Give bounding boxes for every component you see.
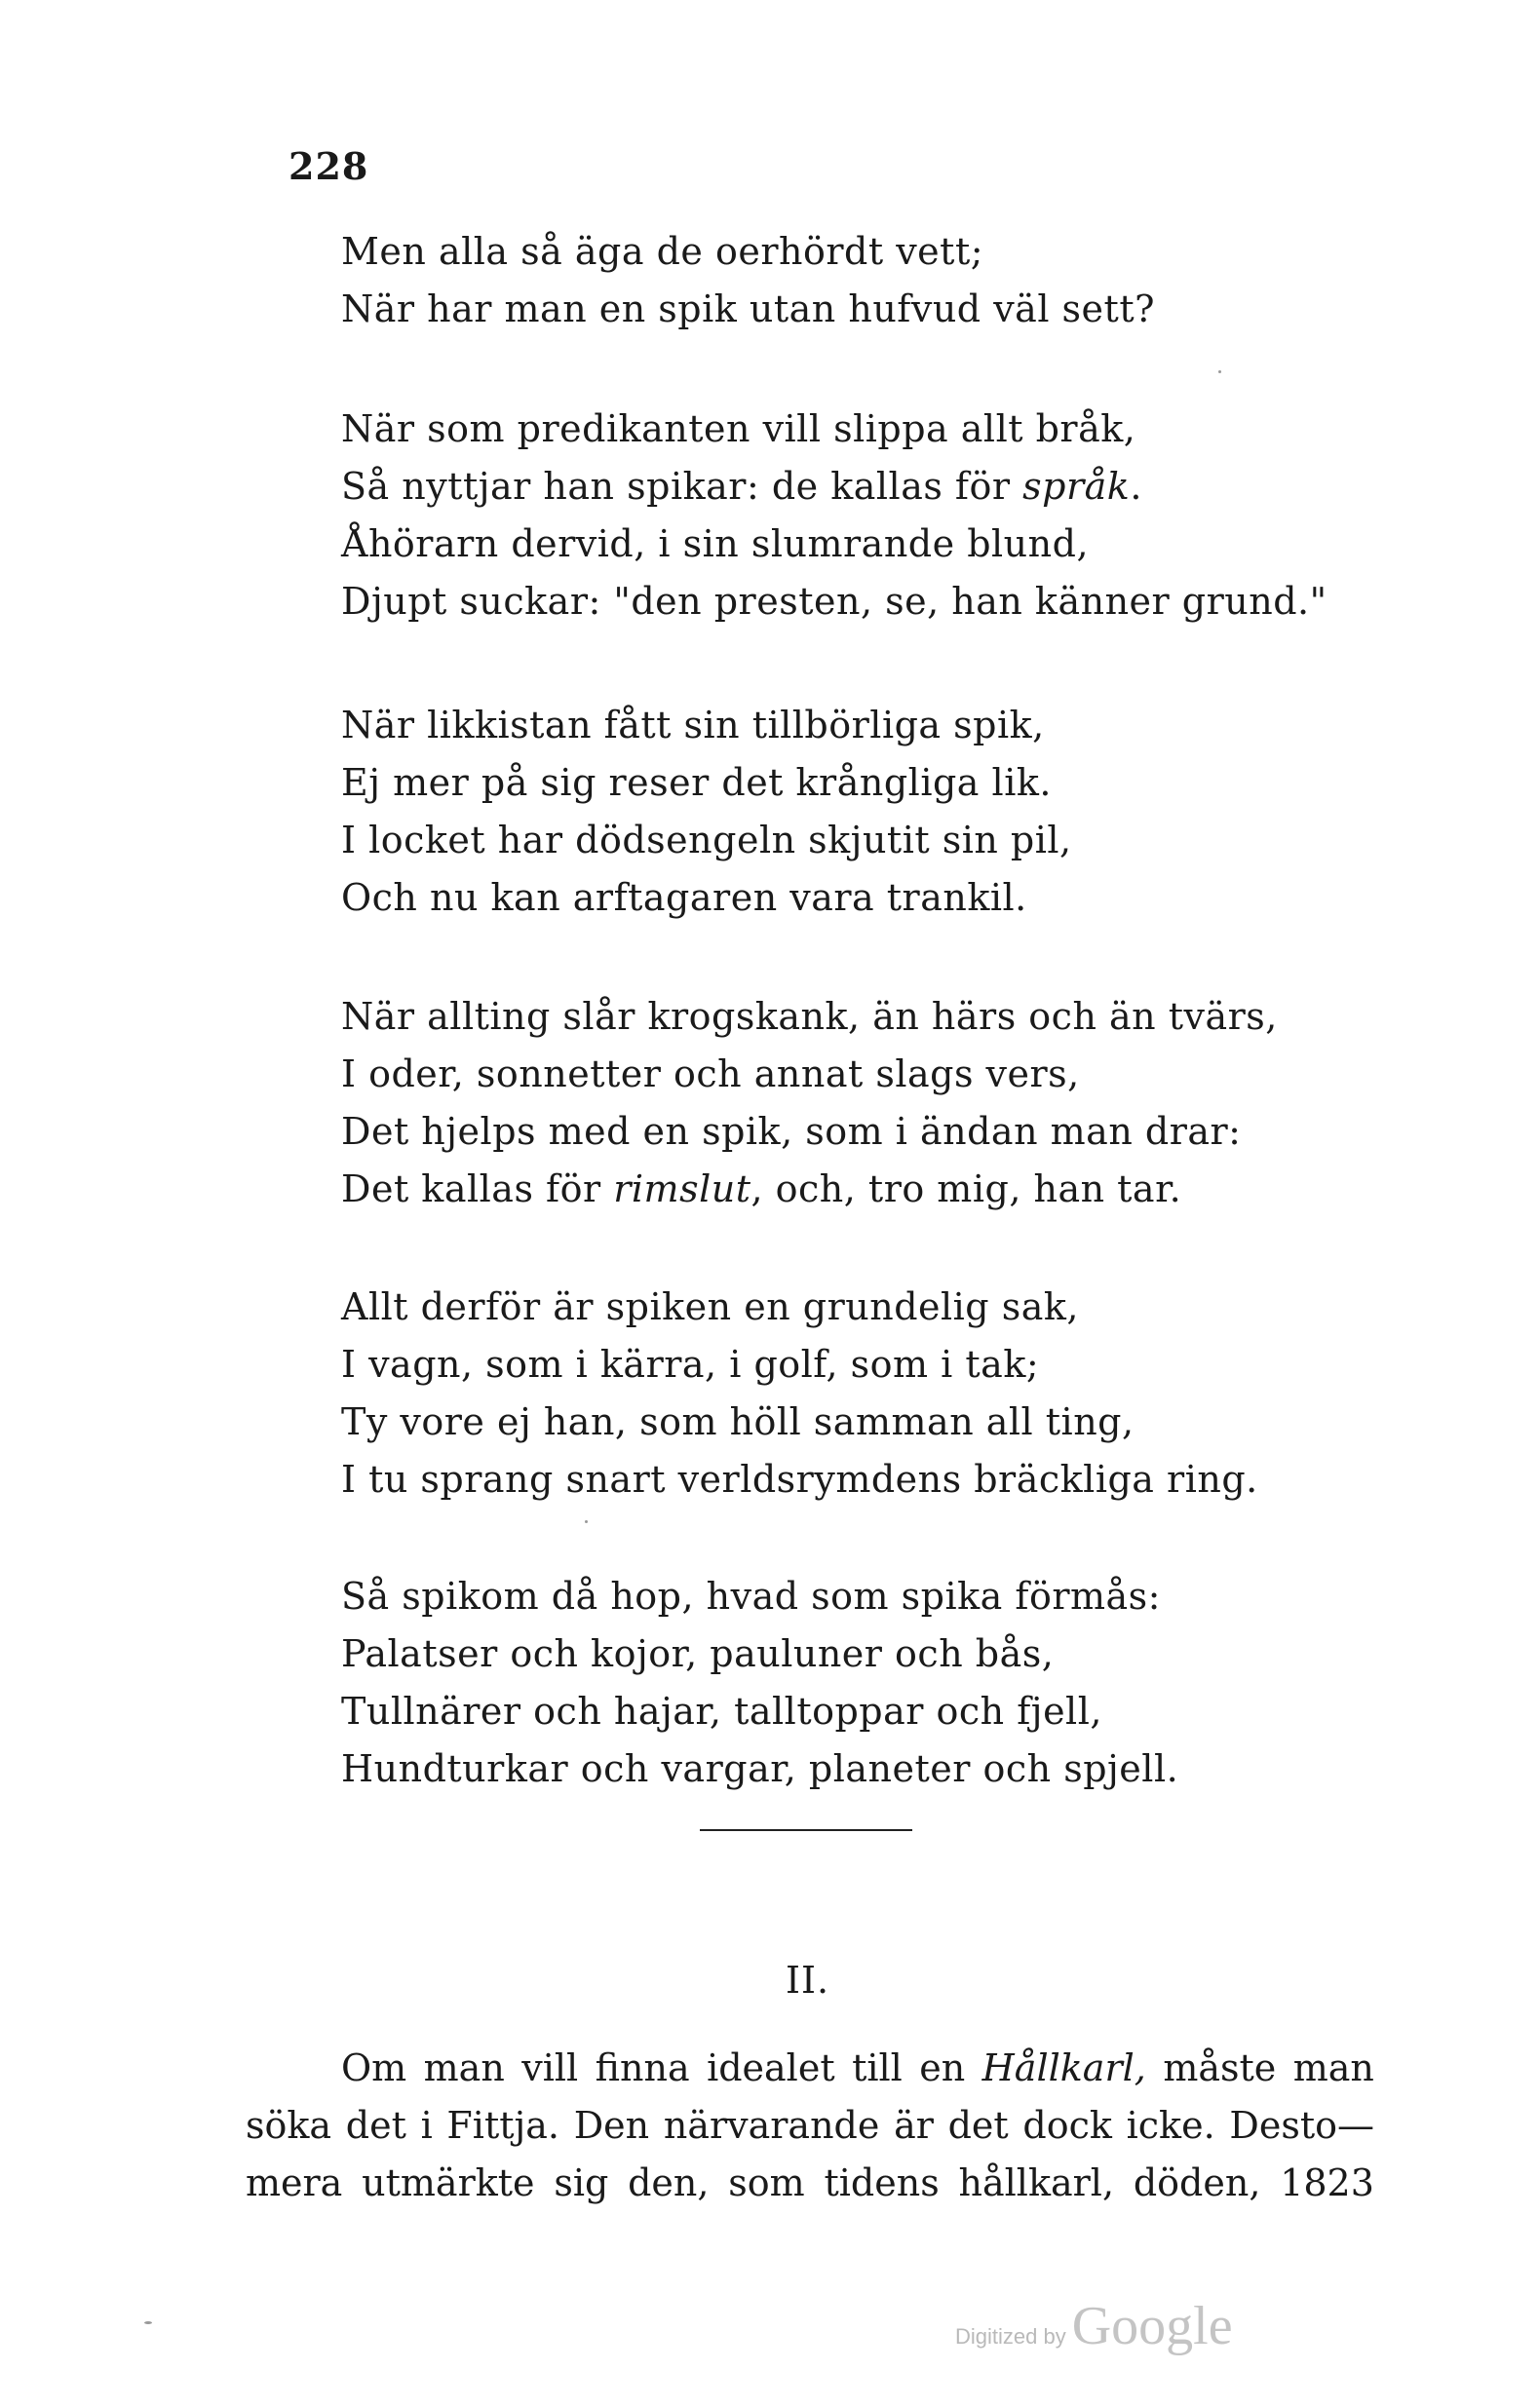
scan-speck bbox=[144, 2321, 152, 2324]
italic-term: Hållkarl, bbox=[981, 2046, 1146, 2089]
word: Fittja. bbox=[446, 2104, 559, 2147]
word: döden, bbox=[1133, 2161, 1261, 2204]
word: idealet bbox=[707, 2046, 835, 2089]
verse-line: Åhörarn dervid, i sin slumrande blund, bbox=[341, 522, 1090, 565]
verse-line: Det kallas för rimslut, och, tro mig, han tar. bbox=[341, 1167, 1182, 1210]
word: Den bbox=[573, 2104, 650, 2147]
verse-line: Tullnärer och hajar, talltoppar och fjell, bbox=[341, 1690, 1102, 1733]
word: närvarande bbox=[663, 2104, 880, 2147]
word: finna bbox=[595, 2046, 690, 2089]
verse-line: Ty vore ej han, som höll samman all ting, bbox=[341, 1400, 1135, 1443]
prose-line bbox=[246, 2097, 1374, 2155]
verse-line: När som predikanten vill slippa allt bråk, bbox=[341, 407, 1136, 450]
word: utmärkte bbox=[362, 2161, 535, 2204]
watermark-brand: Google bbox=[1071, 2296, 1233, 2356]
word: till bbox=[852, 2046, 903, 2089]
italic-term: rimslut bbox=[613, 1167, 751, 1210]
stanza bbox=[341, 223, 1155, 338]
page-number: 228 bbox=[289, 144, 369, 188]
verse-line: Palatser och kojor, pauluner och bås, bbox=[341, 1632, 1055, 1675]
verse-line: I locket har dödsengeln skjutit sin pil, bbox=[341, 819, 1072, 861]
word: man bbox=[1292, 2046, 1374, 2089]
verse-line: I oder, sonnetter och annat slags vers, bbox=[341, 1052, 1080, 1095]
verse-line: När har man en spik utan hufvud väl sett? bbox=[341, 287, 1155, 330]
verse-line: När likkistan fått sin tillbörliga spik, bbox=[341, 704, 1045, 746]
word: vill bbox=[521, 2046, 579, 2089]
verse-line: När allting slår krogskank, än härs och än tvärs, bbox=[341, 995, 1278, 1038]
section-heading: II. bbox=[786, 1959, 830, 2002]
scan-speck bbox=[1218, 370, 1221, 373]
verse-line: Djupt suckar: "den presten, se, han känner grund." bbox=[341, 580, 1327, 623]
word: man bbox=[423, 2046, 505, 2089]
verse-line: Och nu kan arftagaren vara trankil. bbox=[341, 876, 1027, 919]
verse-line: Det hjelps med en spik, som i ändan man drar: bbox=[341, 1110, 1242, 1153]
stanza bbox=[341, 401, 1327, 631]
verse-line: I tu sprang snart verldsrymdens bräckliga ring. bbox=[341, 1458, 1258, 1501]
word: det bbox=[345, 2104, 406, 2147]
word: Desto— bbox=[1229, 2104, 1374, 2147]
watermark bbox=[955, 2295, 1233, 2357]
word: hållkarl, bbox=[958, 2161, 1115, 2204]
italic-term: språk bbox=[1022, 465, 1131, 508]
word: icke. bbox=[1126, 2104, 1215, 2147]
verse-line: I vagn, som i kärra, i golf, som i tak; bbox=[341, 1343, 1040, 1386]
word: är bbox=[894, 2104, 934, 2147]
word: som bbox=[728, 2161, 805, 2204]
verse-line: Allt derför är spiken en grundelig sak, bbox=[341, 1285, 1079, 1328]
section-divider bbox=[700, 1829, 912, 1831]
word: en bbox=[919, 2046, 966, 2089]
stanza bbox=[341, 988, 1278, 1218]
word: i bbox=[420, 2104, 433, 2147]
word: 1823 bbox=[1280, 2161, 1374, 2204]
word: söka bbox=[246, 2104, 332, 2147]
word: måste bbox=[1163, 2046, 1277, 2089]
word: den, bbox=[628, 2161, 710, 2204]
stanza bbox=[341, 1568, 1178, 1798]
word: sig bbox=[554, 2161, 609, 2204]
word: mera bbox=[246, 2161, 343, 2204]
prose-line bbox=[246, 2155, 1374, 2212]
stanza bbox=[341, 1279, 1258, 1509]
prose-line bbox=[246, 2040, 1374, 2097]
word: det bbox=[947, 2104, 1009, 2147]
word: tidens bbox=[824, 2161, 940, 2204]
stanza bbox=[341, 697, 1072, 927]
watermark-prefix: Digitized by bbox=[955, 2324, 1066, 2349]
verse-line: Men alla så äga de oerhördt vett; bbox=[341, 230, 984, 273]
prose-paragraph bbox=[246, 2040, 1374, 2212]
verse-line: Så spikom då hop, hvad som spika förmås: bbox=[341, 1575, 1161, 1618]
scan-speck bbox=[585, 1520, 588, 1523]
word: dock bbox=[1022, 2104, 1112, 2147]
verse-line: Hundturkar och vargar, planeter och spjell. bbox=[341, 1747, 1179, 1790]
word: Om bbox=[341, 2046, 407, 2089]
verse-line: Ej mer på sig reser det krångliga lik. bbox=[341, 761, 1052, 804]
verse-line: Så nyttjar han spikar: de kallas för språk. bbox=[341, 465, 1142, 508]
